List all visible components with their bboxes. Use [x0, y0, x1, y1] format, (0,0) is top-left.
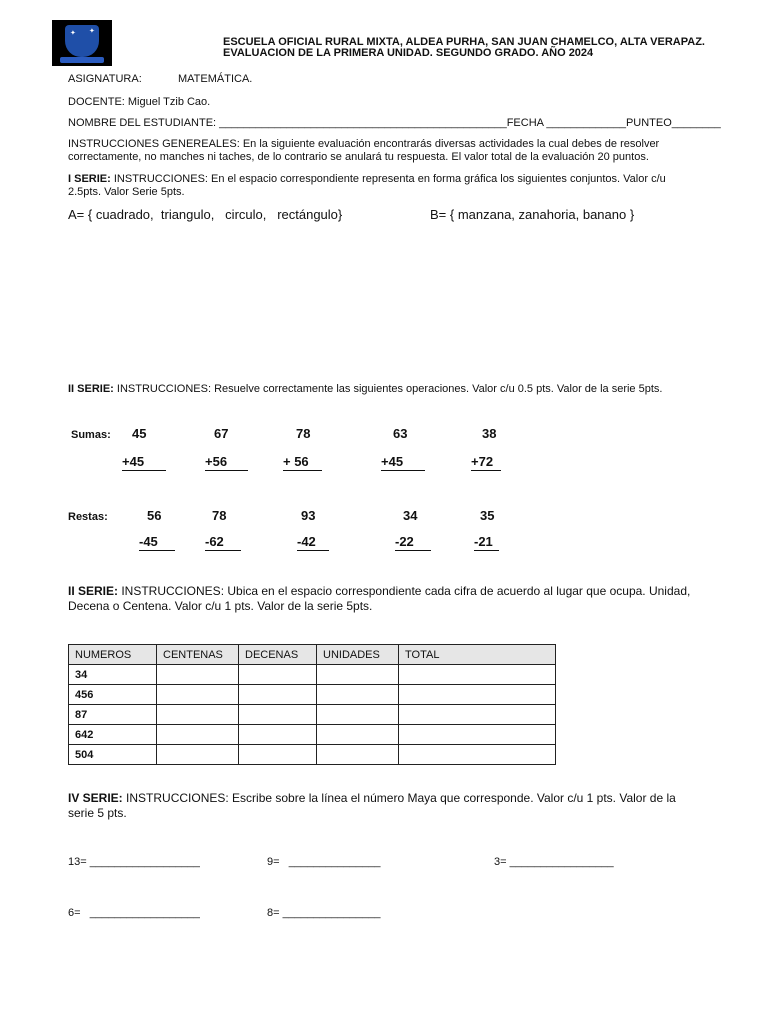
suma-top: 45 [132, 426, 147, 441]
resta-bottom: -42 [297, 534, 329, 551]
header-decenas: DECENAS [239, 645, 317, 665]
suma-top: 63 [393, 426, 408, 441]
school-logo [52, 20, 112, 66]
total-cell[interactable] [399, 705, 556, 725]
unidades-cell[interactable] [317, 745, 399, 765]
resta-top: 56 [147, 508, 162, 523]
resta-bottom: -62 [205, 534, 241, 551]
school-name: ESCUELA OFICIAL RURAL MIXTA, ALDEA PURHA, SAN JUAN CHAMELCO, ALTA VERAPAZ. [223, 36, 705, 48]
serie4-instructions-line2: serie 5 pts. [68, 806, 127, 820]
serie1-instructions-line2: 2.5pts. Valor Serie 5pts. [68, 186, 185, 198]
decenas-cell[interactable] [239, 665, 317, 685]
centenas-cell[interactable] [157, 745, 239, 765]
serie4-instructions [68, 791, 676, 806]
serie1-title: I SERIE: [68, 173, 111, 185]
number-cell: 87 [69, 705, 157, 725]
suma-bottom: +56 [205, 454, 248, 471]
suma-top: 67 [214, 426, 229, 441]
resta-bottom: -45 [139, 534, 175, 551]
resta-bottom: -21 [474, 534, 499, 551]
table-row [69, 745, 556, 765]
general-instructions-line1: INSTRUCCIONES GENEREALES: En la siguiente evaluación encontrarás diversas actividades la cual debes de resolver [68, 138, 660, 150]
table-row [69, 685, 556, 705]
suma-top: 38 [482, 426, 497, 441]
table-header-row [69, 645, 556, 665]
number-cell: 34 [69, 665, 157, 685]
decenas-cell[interactable] [239, 705, 317, 725]
resta-top: 35 [480, 508, 495, 523]
unidades-cell[interactable] [317, 665, 399, 685]
serie3-instructions-line2: Decena o Centena. Valor c/u 1 pts. Valor de la serie 5pts. [68, 599, 373, 613]
place-value-table [68, 644, 556, 765]
unidades-cell[interactable] [317, 725, 399, 745]
serie3-instructions [68, 584, 690, 599]
serie2-instructions [68, 382, 662, 396]
maya-answer-line[interactable]: 13= __________________ [68, 856, 200, 868]
resta-top: 78 [212, 508, 227, 523]
suma-bottom: +72 [471, 454, 501, 471]
header-total: TOTAL [399, 645, 556, 665]
set-a: A= { cuadrado, triangulo, circulo, rectángulo} [68, 207, 343, 222]
maya-answer-line[interactable]: 3= _________________ [494, 856, 614, 868]
number-cell: 504 [69, 745, 157, 765]
header-unidades: UNIDADES [317, 645, 399, 665]
decenas-cell[interactable] [239, 745, 317, 765]
serie3-text: INSTRUCCIONES: Ubica en el espacio correspondiente cada cifra de acuerdo al lugar que ocupa. Unidad, [118, 584, 691, 598]
maya-answer-line[interactable]: 6= __________________ [68, 907, 200, 919]
maya-answer-line[interactable]: 8= ________________ [267, 907, 381, 919]
centenas-cell[interactable] [157, 725, 239, 745]
centenas-cell[interactable] [157, 685, 239, 705]
restas-label: Restas: [68, 511, 108, 523]
header-numeros: NUMEROS [69, 645, 157, 665]
serie3-title: II SERIE: [68, 584, 119, 598]
decenas-cell[interactable] [239, 685, 317, 705]
number-cell: 642 [69, 725, 157, 745]
suma-top: 78 [296, 426, 311, 441]
serie2-title: II SERIE: [68, 383, 114, 395]
set-b: B= { manzana, zanahoria, banano } [430, 207, 635, 222]
maya-answer-line[interactable]: 9= _______________ [267, 856, 381, 868]
asignatura-value: MATEMÁTICA. [178, 73, 253, 85]
student-name-line: NOMBRE DEL ESTUDIANTE: _______________________________________________FECHA _____________PUNTEO________ [68, 117, 721, 129]
general-instructions-line2: correctamente, no manches ni taches, de lo contrario se anulará tu respuesta. El valor total de la evaluación 20 puntos. [68, 151, 649, 163]
unidades-cell[interactable] [317, 685, 399, 705]
suma-bottom: +45 [122, 454, 166, 471]
serie1-text: INSTRUCCIONES: En el espacio correspondiente representa en forma gráfica los siguientes conjuntos. Valor c/u [110, 173, 666, 185]
docente-line: DOCENTE: Miguel Tzib Cao. [68, 96, 211, 108]
table-row [69, 665, 556, 685]
evaluation-title: EVALUACION DE LA PRIMERA UNIDAD. SEGUNDO GRADO. AÑO 2024 [223, 47, 594, 59]
total-cell[interactable] [399, 665, 556, 685]
number-cell: 456 [69, 685, 157, 705]
serie4-text: INSTRUCCIONES: Escribe sobre la línea el número Maya que corresponde. Valor c/u 1 pts. Valor de la [122, 791, 676, 805]
serie1-instructions [68, 172, 666, 186]
suma-bottom: + 56 [283, 454, 322, 471]
asignatura-label: ASIGNATURA: [68, 73, 142, 85]
resta-top: 93 [301, 508, 316, 523]
star-icon: ✦ [70, 30, 76, 37]
table-row [69, 705, 556, 725]
centenas-cell[interactable] [157, 705, 239, 725]
suma-bottom: +45 [381, 454, 425, 471]
star-icon: ✦ [89, 28, 95, 35]
resta-bottom: -22 [395, 534, 431, 551]
sumas-label: Sumas: [71, 429, 111, 441]
total-cell[interactable] [399, 725, 556, 745]
serie4-title: IV SERIE: [68, 791, 123, 805]
total-cell[interactable] [399, 745, 556, 765]
total-cell[interactable] [399, 685, 556, 705]
decenas-cell[interactable] [239, 725, 317, 745]
table-row [69, 725, 556, 745]
serie2-text: INSTRUCCIONES: Resuelve correctamente las siguientes operaciones. Valor c/u 0.5 pts. Valor de la serie 5pts. [113, 383, 663, 395]
centenas-cell[interactable] [157, 665, 239, 685]
header-centenas: CENTENAS [157, 645, 239, 665]
resta-top: 34 [403, 508, 418, 523]
unidades-cell[interactable] [317, 705, 399, 725]
logo-banner [60, 57, 104, 63]
